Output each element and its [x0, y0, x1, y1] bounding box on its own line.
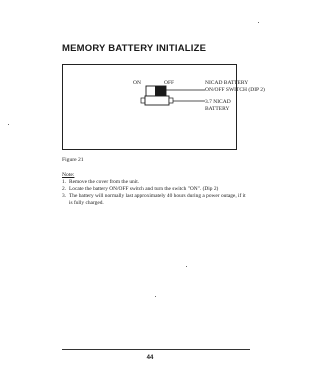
battery-terminal-right — [169, 98, 173, 103]
note-item — [62, 186, 248, 193]
note-item — [62, 179, 248, 186]
note-number: 1. — [62, 179, 67, 185]
note-text: The battery will normally last approximately 40 hours during a power outage, if it is fully charged. — [69, 193, 246, 206]
switch-callout-line1: NICAD BATTERY — [205, 80, 249, 86]
note-list — [62, 179, 248, 207]
switch-callout-line2: ON/OFF SWITCH (DIP 2) — [205, 87, 265, 93]
page-number: 44 — [146, 355, 154, 361]
note-title: Note: — [62, 172, 75, 178]
footer-rule — [62, 349, 250, 350]
battery-terminal-left — [141, 98, 145, 103]
dip-switch-lever — [155, 86, 166, 96]
note-number: 2. — [62, 186, 67, 192]
page-heading: MEMORY BATTERY INITIALIZE — [62, 43, 207, 54]
battery-callout-line2: BATTERY — [205, 106, 230, 112]
note-number: 3. — [62, 193, 67, 199]
scan-speck — [8, 124, 9, 125]
note-item — [62, 193, 248, 207]
switch-off-label: OFF — [164, 80, 175, 86]
figure-caption: Figure 21 — [62, 157, 84, 163]
scan-speck — [258, 22, 259, 23]
switch-on-label: ON — [133, 80, 141, 86]
scan-speck — [155, 296, 156, 297]
battery-callout-line1: 3.7 NICAD — [205, 99, 231, 105]
battery-body — [145, 96, 169, 105]
scan-speck — [186, 266, 187, 267]
note-text: Locate the battery ON/OFF switch and turn the switch "ON". (Dip 2) — [69, 186, 219, 192]
note-text: Remove the cover from the unit. — [69, 179, 140, 185]
